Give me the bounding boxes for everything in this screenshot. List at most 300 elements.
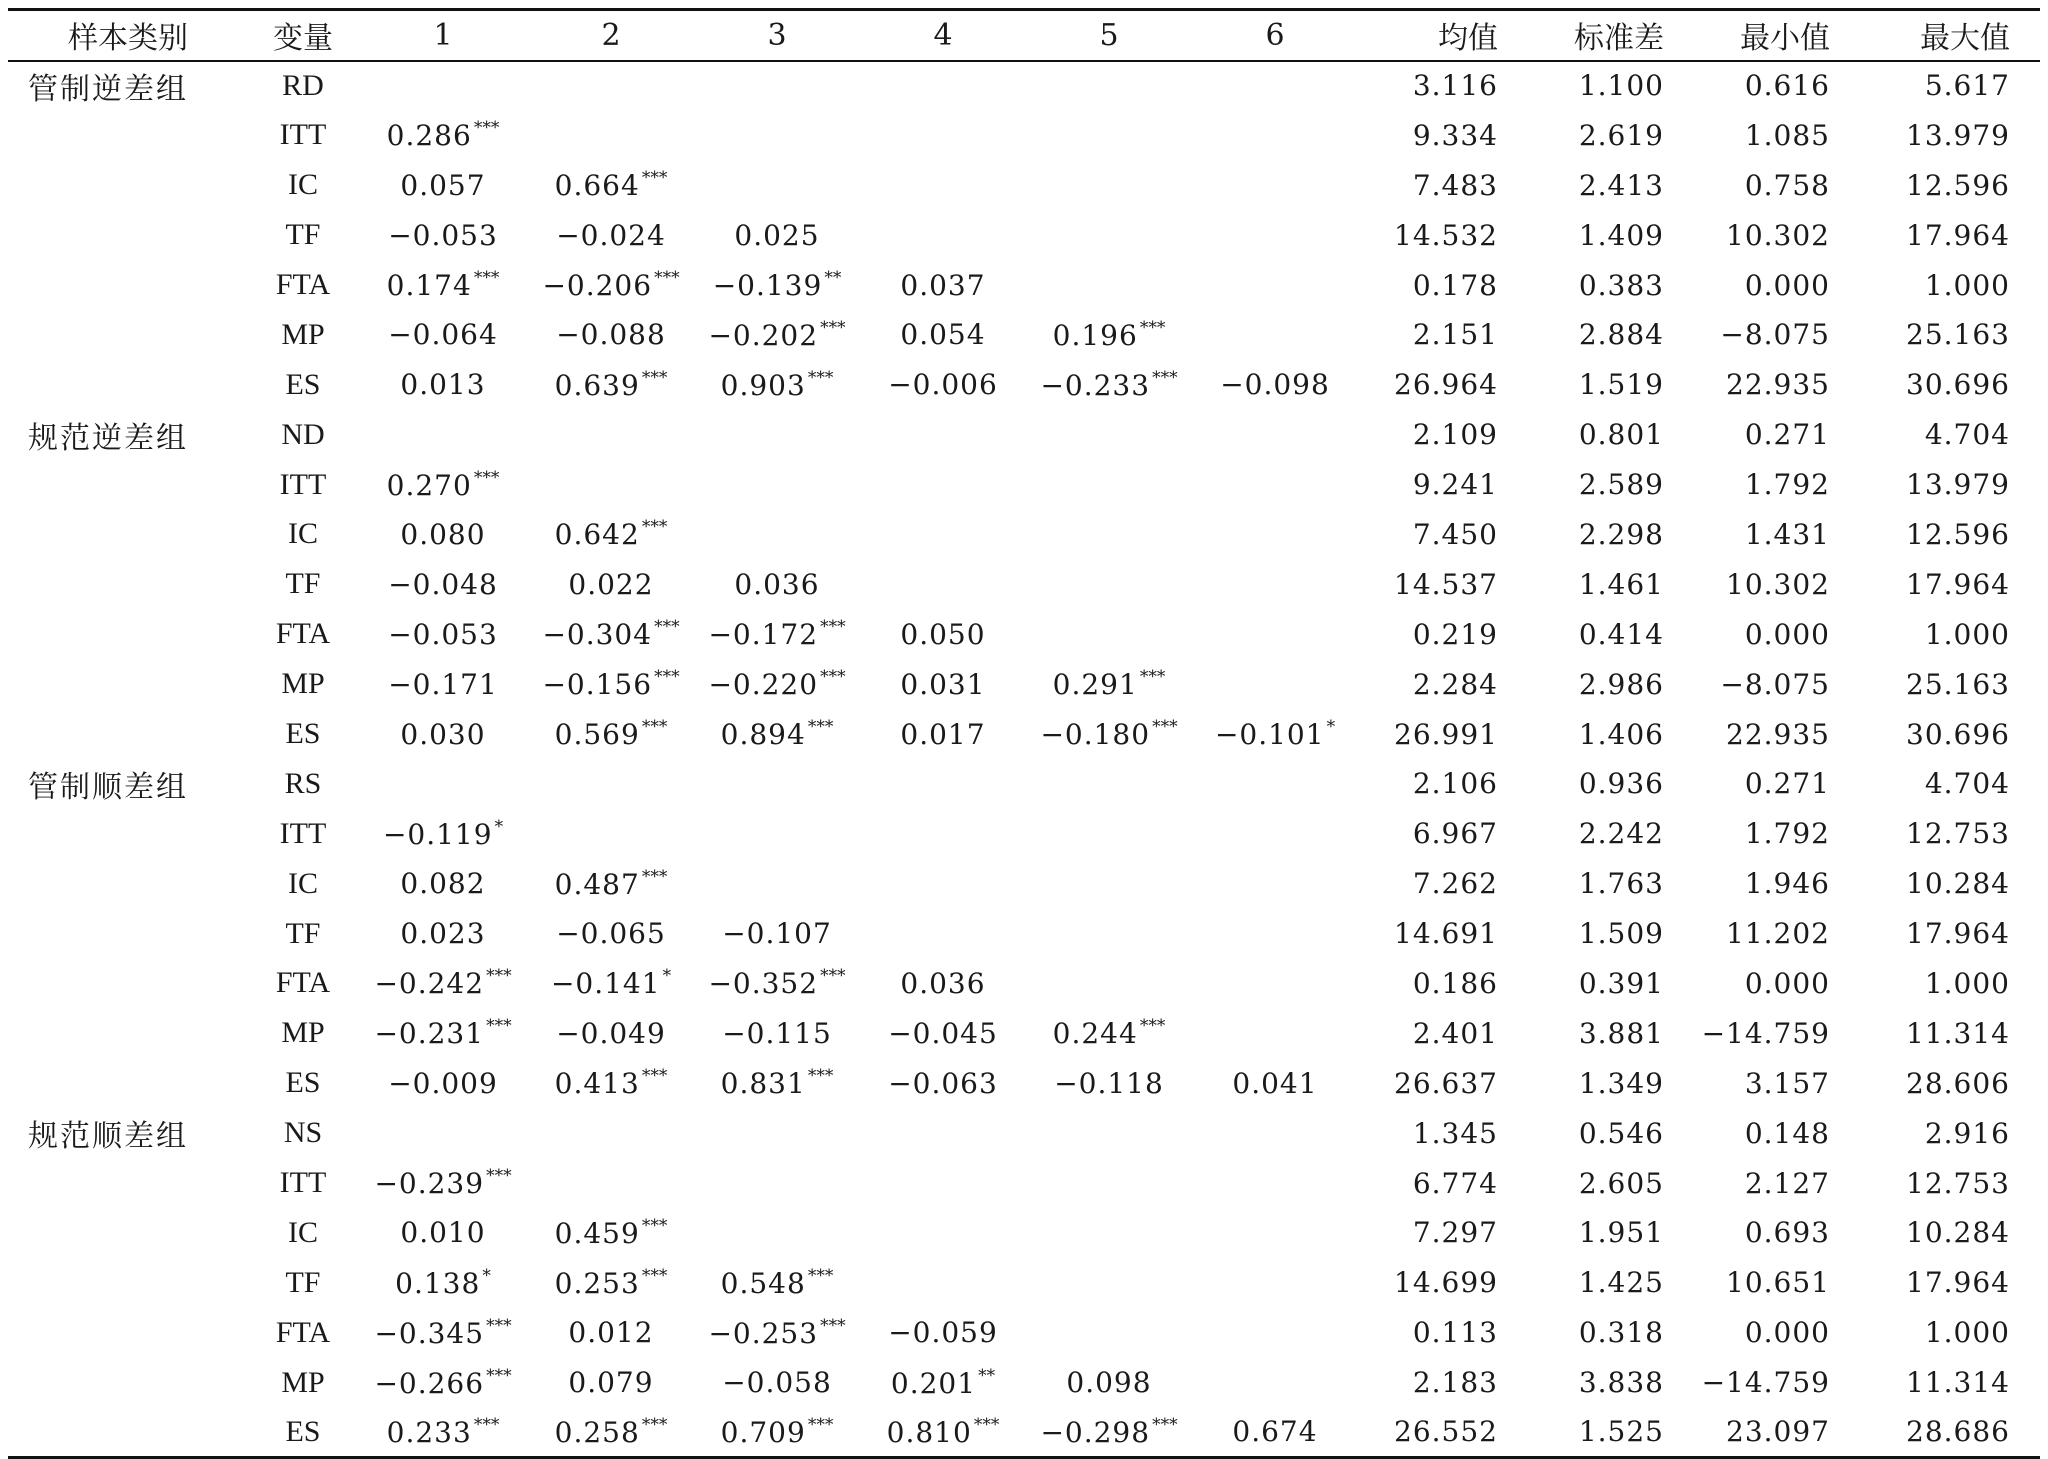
significance-stars: *** (654, 667, 680, 688)
variable-name: MP (281, 317, 325, 351)
correlation-cell (1026, 1058, 1192, 1108)
correlation-cell (528, 510, 694, 560)
correlation-cell (528, 1258, 694, 1308)
correlation-cell (1192, 1058, 1358, 1108)
variable-name: TF (285, 567, 321, 601)
correlation-value: −0.202 (708, 318, 819, 352)
significance-stars: *** (973, 1414, 1000, 1435)
correlation-value: 0.050 (900, 617, 986, 651)
correlation-cell (358, 160, 528, 210)
header-max: 最大值 (1860, 10, 2040, 61)
group-label: 管制逆差组 (28, 71, 188, 107)
variable-name: IC (288, 517, 318, 551)
empty-cell (1192, 460, 1358, 510)
correlation-value: 0.098 (1066, 1366, 1152, 1400)
stat-max: 12.753 (1906, 817, 2010, 851)
correlation-cell (1026, 1008, 1192, 1058)
empty-cell (1192, 1308, 1358, 1358)
stat-mean: 6.967 (1412, 817, 1498, 851)
empty-cell (1192, 410, 1358, 460)
stat-mean: 2.109 (1412, 418, 1498, 452)
variable-name: RD (282, 68, 324, 102)
significance-stars: ** (824, 268, 842, 288)
table-row (8, 809, 2040, 859)
variable-name: IC (288, 866, 318, 900)
correlation-cell (694, 210, 860, 260)
correlation-cell (358, 260, 528, 310)
correlation-cell (358, 110, 528, 160)
significance-stars: *** (641, 717, 668, 738)
empty-cell (358, 61, 528, 111)
stat-mean: 26.991 (1394, 717, 1498, 751)
correlation-cell (528, 160, 694, 210)
stat-std: 1.349 (1578, 1066, 1664, 1100)
correlation-cell (694, 1258, 860, 1308)
stat-min: 1.792 (1744, 817, 1830, 851)
empty-cell (694, 1208, 860, 1258)
correlation-value: −0.266 (374, 1366, 485, 1400)
stat-min: −14.759 (1701, 1016, 1830, 1050)
correlation-cell (528, 1058, 694, 1108)
stat-std: 1.519 (1578, 368, 1664, 402)
stat-min: 11.202 (1726, 917, 1830, 951)
empty-cell (694, 110, 860, 160)
stat-mean: 9.334 (1412, 118, 1498, 152)
correlation-value: 0.196 (1052, 318, 1138, 352)
correlation-value: 0.270 (386, 468, 472, 502)
correlation-cell (358, 1408, 528, 1458)
correlation-value: −0.239 (374, 1167, 485, 1201)
variable-name: NS (283, 1116, 323, 1150)
significance-stars: *** (820, 966, 846, 987)
table-row (8, 510, 2040, 560)
correlation-cell (694, 1008, 860, 1058)
significance-stars: *** (486, 1166, 512, 1187)
significance-stars: *** (641, 1265, 668, 1286)
group-label: 规范逆差组 (28, 420, 188, 456)
significance-stars: *** (641, 367, 668, 388)
stat-max: 28.686 (1860, 1408, 2040, 1458)
correlation-cell (358, 1308, 528, 1358)
correlation-value: −0.141 (550, 967, 661, 1001)
correlation-cell (528, 310, 694, 360)
empty-cell (358, 1108, 528, 1158)
table-row (8, 559, 2040, 609)
stat-max: 1.000 (1924, 617, 2010, 651)
correlation-value: 0.810 (886, 1415, 972, 1449)
empty-cell (1192, 260, 1358, 310)
correlation-value: 0.017 (900, 717, 986, 751)
header-mean: 均值 (1358, 10, 1528, 61)
empty-cell (528, 809, 694, 859)
correlation-cell (358, 1358, 528, 1408)
correlation-value: 0.253 (554, 1266, 640, 1300)
correlation-cell (358, 1208, 528, 1258)
table-row (8, 160, 2040, 210)
table-row (8, 909, 2040, 959)
correlation-value: −0.064 (388, 318, 498, 352)
stat-mean: 14.699 (1394, 1266, 1498, 1300)
correlation-cell (1026, 1358, 1192, 1408)
empty-cell (1192, 1158, 1358, 1208)
variable-name: ITT (279, 467, 327, 501)
group-cell-empty (8, 909, 248, 959)
significance-stars: *** (807, 367, 834, 388)
significance-stars: *** (641, 1414, 668, 1435)
empty-cell (1026, 909, 1192, 959)
stat-std: 1.461 (1578, 567, 1664, 601)
correlation-cell (528, 1358, 694, 1408)
correlation-value: 0.201 (890, 1366, 977, 1400)
significance-stars: *** (807, 717, 834, 738)
correlation-value: 0.080 (400, 517, 486, 551)
correlation-cell (358, 310, 528, 360)
stat-mean: 9.241 (1412, 468, 1498, 502)
group-cell-empty (8, 709, 248, 759)
correlation-value: 0.459 (554, 1216, 640, 1250)
group-cell-empty (8, 959, 248, 1009)
correlation-value: −0.088 (556, 318, 666, 352)
stat-min: 0.000 (1744, 966, 1830, 1000)
stat-max: 17.964 (1906, 917, 2010, 951)
stat-min: 2.127 (1744, 1166, 1830, 1200)
correlation-value: −0.107 (722, 917, 832, 951)
stat-min: 0.758 (1744, 168, 1830, 202)
correlation-value: 0.037 (900, 268, 986, 302)
correlation-cell (358, 360, 528, 410)
group-cell-empty (8, 859, 248, 909)
stat-std: 0.546 (1578, 1116, 1664, 1150)
variable-name: ES (285, 367, 321, 401)
correlation-cell (358, 1058, 528, 1108)
stat-mean: 7.262 (1412, 867, 1498, 901)
stat-mean: 0.113 (1412, 1316, 1498, 1350)
correlation-cell (1192, 360, 1358, 410)
correlation-value: 0.831 (720, 1067, 806, 1101)
table-row (8, 1358, 2040, 1408)
stat-mean: 6.774 (1412, 1166, 1498, 1200)
empty-cell (1026, 160, 1192, 210)
group-cell-empty (8, 1358, 248, 1408)
stat-min: 1.792 (1744, 468, 1830, 502)
correlation-value: −0.058 (722, 1366, 832, 1400)
header-col-6: 6 (1192, 10, 1358, 61)
correlation-value: −0.115 (722, 1016, 832, 1050)
correlation-value: −0.298 (1040, 1415, 1151, 1449)
correlation-cell (358, 859, 528, 909)
correlation-cell (694, 559, 860, 609)
stat-min: 1.946 (1744, 867, 1830, 901)
correlation-value: 0.012 (568, 1316, 654, 1350)
significance-stars: *** (641, 1215, 668, 1236)
stat-mean: 2.284 (1412, 667, 1498, 701)
table-row (8, 110, 2040, 160)
stat-mean: 2.151 (1412, 318, 1498, 352)
table-row (8, 959, 2040, 1009)
group-cell-empty (8, 260, 248, 310)
variable-name: ES (285, 717, 321, 751)
correlation-value: 0.036 (734, 567, 820, 601)
stat-max: 28.606 (1906, 1066, 2010, 1100)
empty-cell (860, 759, 1026, 809)
correlation-value: −0.009 (388, 1066, 498, 1100)
header-col-4: 4 (860, 10, 1026, 61)
correlation-value: −0.253 (708, 1316, 819, 1350)
empty-cell (694, 460, 860, 510)
correlation-cell (528, 959, 694, 1009)
group-cell-empty (8, 510, 248, 560)
stat-mean: 7.483 (1412, 168, 1498, 202)
stat-std: 0.936 (1578, 767, 1664, 801)
empty-cell (1192, 559, 1358, 609)
stat-max: 10.284 (1906, 867, 2010, 901)
correlation-cell (860, 360, 1026, 410)
group-cell-empty (8, 659, 248, 709)
group-cell-empty (8, 1308, 248, 1358)
significance-stars: *** (1139, 1016, 1166, 1037)
correlation-value: 0.291 (1052, 668, 1138, 702)
correlation-value: 0.487 (554, 867, 640, 901)
stat-std: 3.838 (1578, 1366, 1664, 1400)
correlation-cell (358, 659, 528, 709)
empty-cell (694, 410, 860, 460)
stat-min: 0.271 (1744, 767, 1830, 801)
header-row (8, 10, 2040, 61)
empty-cell (1192, 859, 1358, 909)
empty-cell (528, 1158, 694, 1208)
empty-cell (1192, 310, 1358, 360)
table-row (8, 1258, 2040, 1308)
correlation-cell (358, 559, 528, 609)
correlation-value: 0.569 (554, 718, 640, 752)
variable-name: TF (285, 916, 321, 950)
variable-name: ND (281, 417, 325, 451)
significance-stars: *** (807, 1066, 834, 1087)
stat-std: 2.242 (1578, 817, 1664, 851)
variable-name: ITT (279, 816, 327, 850)
significance-stars: *** (473, 118, 500, 139)
stat-max: 17.964 (1906, 218, 2010, 252)
correlation-value: −0.053 (388, 617, 498, 651)
significance-stars: *** (820, 667, 846, 688)
group-cell-empty (8, 160, 248, 210)
stat-std: 2.619 (1578, 118, 1664, 152)
empty-cell (694, 510, 860, 560)
stat-max: 2.916 (1924, 1116, 2010, 1150)
correlation-value: 0.025 (734, 218, 820, 252)
empty-cell (1192, 1008, 1358, 1058)
stat-max: 4.704 (1924, 767, 2010, 801)
correlation-cell (528, 609, 694, 659)
stat-mean: 0.178 (1412, 268, 1498, 302)
variable-name: MP (281, 667, 325, 701)
correlation-value: 0.031 (900, 667, 986, 701)
correlation-value: 0.642 (554, 518, 640, 552)
stat-max: 30.696 (1906, 717, 2010, 751)
variable-name: FTA (275, 966, 331, 1000)
significance-stars: *** (473, 1414, 500, 1435)
significance-stars: *** (641, 1066, 668, 1087)
correlation-cell (358, 210, 528, 260)
header-col-1: 1 (358, 10, 528, 61)
stat-mean: 26.964 (1394, 368, 1498, 402)
correlation-value: 0.054 (900, 318, 986, 352)
stat-std: 1.509 (1578, 917, 1664, 951)
empty-cell (1026, 410, 1192, 460)
correlation-cell (358, 510, 528, 560)
significance-stars: *** (1139, 667, 1166, 688)
empty-cell (528, 460, 694, 510)
empty-cell (1026, 859, 1192, 909)
empty-cell (1026, 559, 1192, 609)
correlation-value: 0.709 (720, 1415, 806, 1449)
correlation-cell (1026, 709, 1192, 759)
significance-stars: *** (820, 617, 846, 638)
empty-cell (1026, 510, 1192, 560)
correlation-cell (528, 1008, 694, 1058)
correlation-value: −0.180 (1040, 718, 1151, 752)
table-row (8, 1008, 2040, 1058)
stat-max: 1.000 (1924, 1316, 2010, 1350)
group-cell-empty (8, 310, 248, 360)
empty-cell (1192, 1208, 1358, 1258)
significance-stars: *** (1152, 1414, 1178, 1435)
empty-cell (1192, 110, 1358, 160)
correlation-value: −0.101 (1214, 718, 1325, 752)
correlation-value: −0.352 (708, 967, 819, 1001)
stat-std: 2.413 (1578, 168, 1664, 202)
variable-name: IC (288, 1215, 318, 1249)
correlation-cell (358, 609, 528, 659)
correlation-cell (860, 260, 1026, 310)
correlation-cell (358, 909, 528, 959)
table-row (8, 1108, 2040, 1158)
empty-cell (1192, 160, 1358, 210)
significance-stars: *** (1152, 717, 1178, 738)
stat-min: 0.693 (1744, 1216, 1830, 1250)
stat-min: 0.616 (1744, 69, 1830, 103)
correlation-cell (1026, 360, 1192, 410)
group-cell-empty (8, 1408, 248, 1458)
variable-name: ITT (279, 1166, 327, 1200)
stat-max: 4.704 (1924, 418, 2010, 452)
stat-mean: 3.116 (1412, 69, 1498, 103)
correlation-value: 0.548 (720, 1266, 806, 1300)
table-row (8, 609, 2040, 659)
correlation-cell (694, 1058, 860, 1108)
empty-cell (1192, 659, 1358, 709)
correlation-value: −0.233 (1040, 368, 1151, 402)
group-cell-empty (8, 210, 248, 260)
correlation-value: 0.639 (554, 368, 640, 402)
correlation-cell (528, 909, 694, 959)
empty-cell (860, 410, 1026, 460)
correlation-cell (694, 909, 860, 959)
correlation-cell (1026, 659, 1192, 709)
empty-cell (528, 410, 694, 460)
empty-cell (1026, 460, 1192, 510)
correlation-value: −0.220 (708, 668, 819, 702)
stat-std: 0.414 (1578, 617, 1664, 651)
empty-cell (1026, 809, 1192, 859)
correlation-value: −0.231 (374, 1017, 485, 1051)
stat-min: 22.935 (1726, 368, 1830, 402)
correlation-cell (358, 1158, 528, 1208)
empty-cell (1192, 759, 1358, 809)
variable-name: MP (281, 1016, 325, 1050)
correlation-value: 0.664 (554, 169, 640, 203)
correlation-value: 0.041 (1232, 1066, 1318, 1100)
correlation-cell (528, 559, 694, 609)
significance-stars: *** (473, 467, 500, 488)
stat-min: 0.000 (1744, 268, 1830, 302)
group-cell-empty (8, 360, 248, 410)
correlation-cell (694, 1308, 860, 1358)
correlation-cell (358, 809, 528, 859)
table-row (8, 460, 2040, 510)
stat-mean: 0.219 (1412, 617, 1498, 651)
significance-stars: *** (654, 617, 680, 638)
correlation-value: −0.172 (708, 618, 819, 652)
stat-std: 0.391 (1578, 966, 1664, 1000)
empty-cell (1192, 609, 1358, 659)
correlation-cell (528, 859, 694, 909)
group-cell-empty (8, 460, 248, 510)
correlation-cell (694, 310, 860, 360)
significance-stars: * (1326, 717, 1336, 738)
correlation-cell (528, 360, 694, 410)
correlation-cell (528, 210, 694, 260)
variable-name: MP (281, 1365, 325, 1399)
stat-std: 1.100 (1578, 69, 1664, 103)
variable-name: IC (288, 168, 318, 202)
correlation-cell (528, 1308, 694, 1358)
stat-std: 2.605 (1578, 1166, 1664, 1200)
empty-cell (1192, 1258, 1358, 1308)
correlation-cell (860, 1308, 1026, 1358)
correlation-cell (528, 709, 694, 759)
correlation-value: −0.119 (382, 817, 493, 851)
stat-max: 10.284 (1906, 1216, 2010, 1250)
empty-cell (1026, 1308, 1192, 1358)
group-cell-empty (8, 110, 248, 160)
table-row (8, 659, 2040, 709)
correlation-value: 0.082 (400, 867, 486, 901)
stat-mean: 0.186 (1412, 966, 1498, 1000)
stat-std: 2.298 (1578, 517, 1664, 551)
correlation-value: −0.049 (556, 1016, 666, 1050)
group-cell-empty (8, 809, 248, 859)
stat-max: 25.163 (1906, 318, 2010, 352)
empty-cell (528, 759, 694, 809)
correlation-value: −0.304 (542, 618, 653, 652)
stat-std: 1.425 (1578, 1266, 1664, 1300)
significance-stars: * (662, 966, 672, 987)
correlation-value: −0.048 (388, 567, 498, 601)
stat-max: 5.617 (1924, 69, 2010, 103)
stat-mean: 7.450 (1412, 517, 1498, 551)
correlation-value: −0.053 (388, 218, 498, 252)
empty-cell (1192, 61, 1358, 111)
empty-cell (1026, 210, 1192, 260)
correlation-value: −0.024 (556, 218, 666, 252)
table-row (8, 410, 2040, 460)
correlation-cell (694, 260, 860, 310)
stat-min: 10.651 (1726, 1266, 1830, 1300)
variable-name: FTA (275, 268, 331, 301)
correlation-cell (694, 959, 860, 1009)
empty-cell (860, 510, 1026, 560)
